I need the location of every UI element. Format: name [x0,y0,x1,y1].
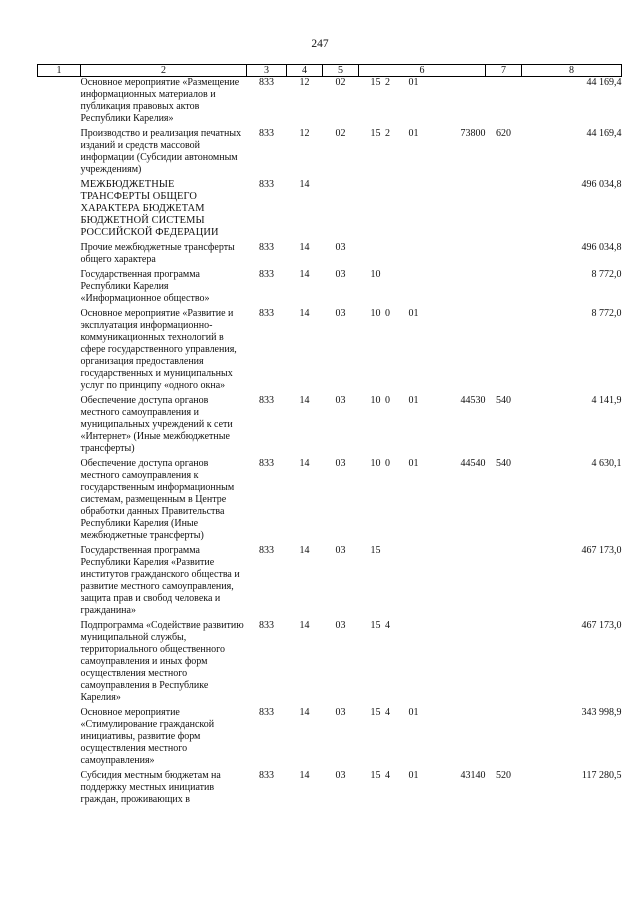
table-row [38,395,622,458]
subsection-code: 03 [335,458,346,469]
section-code: 14 [299,179,310,190]
subprogram-code [381,545,395,620]
main-activity-code [395,545,433,620]
row-blank-cell [38,707,81,770]
table-row [38,707,622,770]
program-code: 15 [370,545,381,556]
amount: 496 034,8 [581,179,622,190]
row-description: Прочие межбюджетные трансферты общего характера [80,242,235,265]
expense-type-code: 520 [496,770,511,781]
subprogram-code: 0 [385,395,390,406]
main-activity-code [395,179,433,242]
amount: 343 998,9 [581,707,622,718]
ministry-code: 833 [259,458,274,469]
section-code: 14 [299,395,310,406]
amount: 8 772,0 [591,269,622,280]
amount: 8 772,0 [591,308,622,319]
table-row [38,545,622,620]
row-blank-cell [38,269,81,308]
row-blank-cell [38,77,81,129]
table-row [38,242,622,269]
ministry-code: 833 [259,308,274,319]
amount: 496 034,8 [581,242,622,253]
section-code: 14 [299,545,310,556]
ministry-code: 833 [259,620,274,631]
section-code: 12 [299,77,310,88]
ministry-code: 833 [259,269,274,280]
subprogram-code: 4 [385,707,390,718]
expense-type-code [486,308,522,395]
program-code: 15 [370,128,381,139]
main-activity-code: 01 [408,128,419,139]
row-blank-cell [38,179,81,242]
ministry-code: 833 [259,395,274,406]
row-description: Подпрограмма «Содействие развитию муниципальной службы, территориального общественного самоуправления и иных форм осуществления местного самоуправления в Республике Карелия» [80,620,244,703]
subsection-code: 03 [335,545,346,556]
amount: 467 173,0 [581,620,622,631]
subprogram-code [381,242,395,269]
program-code: 10 [370,395,381,406]
subsection-code: 03 [335,770,346,781]
subsection-code: 03 [335,620,346,631]
direction-code [433,269,486,308]
main-activity-code [395,242,433,269]
amount: 4 630,1 [591,458,622,469]
column-number: 5 [323,65,359,77]
table-row [38,77,622,129]
row-blank-cell [38,308,81,395]
expense-type-code: 540 [496,458,511,469]
expense-type-code [486,707,522,770]
ministry-code: 833 [259,77,274,88]
expense-type-code [486,242,522,269]
program-code [359,242,381,269]
section-code: 14 [299,458,310,469]
section-code: 14 [299,770,310,781]
table-row [38,269,622,308]
section-code: 14 [299,620,310,631]
program-code: 10 [370,269,381,280]
subsection-code: 03 [335,395,346,406]
expense-type-code: 540 [496,395,511,406]
column-number-row [38,65,622,77]
expense-type-code [486,269,522,308]
subsection-code [323,179,359,242]
program-code: 15 [370,770,381,781]
expense-type-code [486,620,522,707]
subprogram-code: 0 [385,308,390,319]
column-number: 4 [287,65,323,77]
row-description: Государственная программа Республики Карелия «Развитие институтов гражданского общества и развитие местного самоуправления, защита прав и свобод человека и гражданина» [80,545,240,616]
row-blank-cell [38,242,81,269]
section-code: 14 [299,242,310,253]
row-description: МЕЖБЮДЖЕТНЫЕ ТРАНСФЕРТЫ ОБЩЕГО ХАРАКТЕРА БЮДЖЕТАМ БЮДЖЕТНОЙ СИСТЕМЫ РОССИЙСКОЙ ФЕДЕРАЦИИ [80,179,219,238]
direction-code: 73800 [460,128,486,139]
expense-type-code [486,179,522,242]
main-activity-code [395,620,433,707]
subprogram-code: 4 [385,620,390,631]
direction-code [433,707,486,770]
subprogram-code: 4 [385,770,390,781]
amount: 117 280,5 [581,770,622,781]
direction-code: 44540 [460,458,486,469]
row-blank-cell [38,545,81,620]
expense-type-code [486,545,522,620]
main-activity-code: 01 [408,308,419,319]
table-body [38,77,622,810]
direction-code [433,308,486,395]
program-code: 10 [370,458,381,469]
row-blank-cell [38,395,81,458]
table-row [38,458,622,545]
direction-code [433,179,486,242]
row-description: Обеспечение доступа органов местного самоуправления и муниципальных учреждений к сети «Интернет» (Иные межбюджетные трансферты) [80,395,233,454]
subsection-code: 03 [335,269,346,280]
main-activity-code [395,269,433,308]
row-description: Основное мероприятие «Стимулирование гражданской инициативы, развитие форм осуществления местного самоуправления» [80,707,215,766]
expense-type-code [486,77,522,129]
row-blank-cell [38,620,81,707]
column-number: 2 [81,65,247,77]
ministry-code: 833 [259,770,274,781]
subsection-code: 03 [335,308,346,319]
table-row [38,308,622,395]
direction-code [433,77,486,129]
row-description: Основное мероприятие «Развитие и эксплуатация информационно-коммуникационных технологий в сфере государственного управления, организация предоставления государственных и муниципальных услуг по принципу «одного окна» [80,308,237,391]
amount: 467 173,0 [581,545,622,556]
row-description: Государственная программа Республики Карелия «Информационное общество» [80,269,210,304]
direction-code [433,620,486,707]
budget-table [37,64,622,809]
row-description: Обеспечение доступа органов местного самоуправления к государственным информационным системам, размещенным в Центре обработки данных Правительства Республики Карелия (Иные межбюджетные трансферты) [80,458,235,541]
ministry-code: 833 [259,707,274,718]
program-code: 15 [370,77,381,88]
section-code: 14 [299,269,310,280]
table-row [38,128,622,179]
subprogram-code: 2 [385,77,390,88]
amount: 4 141,9 [591,395,622,406]
row-blank-cell [38,128,81,179]
subsection-code: 03 [335,707,346,718]
program-code: 15 [370,620,381,631]
main-activity-code: 01 [408,458,419,469]
ministry-code: 833 [259,179,274,190]
section-code: 14 [299,308,310,319]
program-code [359,179,381,242]
row-description: Субсидия местным бюджетам на поддержку местных инициатив граждан, проживающих в [80,770,221,805]
column-number: 6 [359,65,486,77]
direction-code [433,242,486,269]
subsection-code: 02 [335,128,346,139]
ministry-code: 833 [259,545,274,556]
direction-code: 44530 [460,395,486,406]
column-number: 7 [486,65,522,77]
subsection-code: 02 [335,77,346,88]
subprogram-code [381,269,395,308]
amount: 44 169,4 [586,77,622,88]
direction-code: 43140 [460,770,486,781]
row-blank-cell [38,458,81,545]
direction-code [433,545,486,620]
main-activity-code: 01 [408,707,419,718]
section-code: 12 [299,128,310,139]
program-code: 15 [370,707,381,718]
table-row [38,770,622,809]
main-activity-code: 01 [408,395,419,406]
subsection-code: 03 [335,242,346,253]
row-blank-cell [38,770,81,809]
subprogram-code [381,179,395,242]
table-row [38,620,622,707]
column-number: 3 [247,65,287,77]
program-code: 10 [370,308,381,319]
main-activity-code: 01 [408,770,419,781]
section-code: 14 [299,707,310,718]
column-number: 1 [38,65,81,77]
column-number: 8 [522,65,622,77]
page-number: 247 [311,38,329,50]
subprogram-code: 0 [385,458,390,469]
ministry-code: 833 [259,242,274,253]
subprogram-code: 2 [385,128,390,139]
main-activity-code: 01 [408,77,419,88]
row-description: Основное мероприятие «Размещение информационных материалов и публикация правовых актов Республики Карелия» [80,77,240,124]
row-description: Производство и реализация печатных изданий и средств массовой информации (Субсидии автономным учреждениям) [80,128,242,175]
ministry-code: 833 [259,128,274,139]
table-row [38,179,622,242]
expense-type-code: 620 [496,128,511,139]
amount: 44 169,4 [586,128,622,139]
